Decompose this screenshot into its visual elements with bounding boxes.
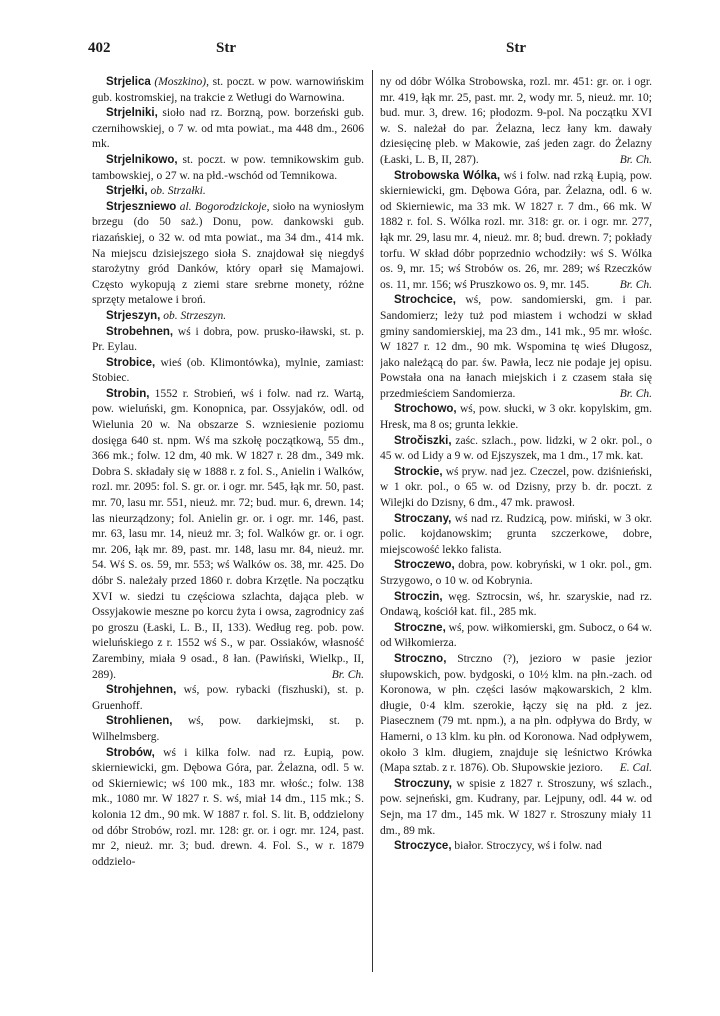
dictionary-entry [92, 746, 364, 871]
entry-text: 1552 r. Strobień, wś i folw. nad rz. Wartą, pow. wieluński, gm. Konopnica, par. Ossyjaków, odl. od Wielunia 20 w. Na obszarze S. wzniesienie poziomu dosięga 640 st. npm. Wś ma szkołę początkową, 55 dm., 366 mk.; folw. 12 dm, 40 mk. W 1827 r. 28 dm., 349 mk. Dobra S. składały się w 1888 r. z fol. S., Anielin i Walków, rozl. mr. 2095: fol. S. gr. or. i ogr. mr. 545, łąk mr. 50, past. mr. 70, lasu mr. 551, nieuż. mr. 72; bud. mur. 6, drewn. 14; las nieurządzony; fol. Anielin gr. or. i ogr. mr. 146, past. mr. 63, lasu mr. 14, nieuż mr. 3; fol. Walków gr. or. i ogr. mr. 206, łąk mr. 89, past. mr. 148, lasu mr. 84, nieuż. mr. 54. Wś S. os. 59, mr. 553; wś Walków os. 38, mr. 425. Do dóbr S. należały przed 1860 r. dobra Krzętle. Na początku XVI w. siedzi tu częściowa szlachta, dająca pleb. w Ossyjakowie meszne po korcu żyta i owsa, zagrodnicy zaś po groszu (Łaski, L. B., II, 133). Według reg. pob. pow. wieluńskiego z r. 1552 wś S., w par. Ossiaków, własność Zarembiny, miała 9 osad., 8 łan. (Pawiński, Wielkp., II, 289). [92, 387, 364, 681]
left-column [92, 75, 364, 975]
headword: Stroczne, [394, 621, 446, 634]
entry-text: zaśc. szlach., pow. lidzki, w 2 okr. pol., o 45 w. od Lidy a 9 w. od Ejszyszek, ma 1 dm., 17 mk. kat. [380, 434, 652, 463]
dictionary-entry [92, 325, 364, 356]
dictionary-entry [92, 356, 364, 387]
headword: Strjelica [106, 76, 151, 88]
entry-note: al. Bogorodzickoje, [179, 200, 270, 213]
headword: Stroczewo, [394, 559, 455, 572]
entry-text: wś, pow. wiłkomierski, gm. Subocz, o 64 w. od Wiłkomierza. [380, 621, 652, 650]
headword: Strobehnen, [106, 325, 174, 338]
dictionary-entry [380, 652, 652, 777]
entry-note: ob. Strzeszyn. [163, 309, 227, 322]
entry-text: wś, pow. słucki, w 3 okr. kopylskim, gm. Hresk, ma 8 os; grunta lekkie. [380, 403, 652, 432]
column-divider [372, 70, 373, 972]
entry-text: sioło nad rz. Borzną, pow. borzeński gub. czernihowskiej, o 7 w. od mta powiat., ma 448 dm., 2606 mk. [92, 107, 364, 151]
running-head [88, 40, 653, 62]
headword: Strobów, [106, 746, 155, 759]
author-signature: Br. Ch. [619, 387, 652, 400]
dictionary-entry [92, 200, 364, 309]
dictionary-entry [92, 387, 364, 683]
entry-note: (Moszkino) [154, 76, 207, 88]
entry-text: , st. poczt. w pow. warnowińskim gub. kostromskiej, na trakcie z Wetługi do Warnowina. [92, 76, 364, 104]
headword: Strobowska Wólka, [394, 169, 501, 182]
author-signature: Br. Ch. [619, 153, 652, 166]
entry-text: wś, pow. darkiejmski, st. p. Wilhelmsberg. [92, 715, 364, 743]
headword: Strochcice, [394, 294, 456, 307]
headword: Strochowo, [394, 403, 457, 416]
entry-text: wś i dobra, pow. prusko-iławski, st. p. Pr. Eylau. [92, 325, 364, 354]
headword: Strjeszniewo [106, 200, 177, 213]
dictionary-entry [380, 75, 652, 169]
headword: Stroczuny, [394, 777, 452, 790]
entry-text: st. poczt. w pow. temnikowskim gub. tambowskiej, o 27 w. na płd.-wschód od Temnikowa. [92, 153, 364, 182]
dictionary-entry [92, 714, 364, 745]
dictionary-entry [92, 184, 364, 200]
headword: Stroczno, [394, 652, 447, 665]
headword: Strobin, [106, 387, 150, 400]
dictionary-entry [92, 309, 364, 325]
entry-text: wś pryw. nad jez. Czeczel, pow. dziśnieński, w 1 okr. pol., o 65 w. od Dzisny, przy b. dr. poczt. z Wilejki do Dzisny, 6 dm., 47 mk. prawosł. [380, 465, 652, 510]
headword: Strobice, [106, 356, 156, 369]
dictionary-entry [380, 402, 652, 433]
author-signature: E. Cal. [619, 762, 652, 775]
headword: Strohjehnen, [106, 684, 177, 697]
right-column [380, 75, 652, 975]
headword: Strjelnikowo, [106, 153, 178, 166]
entry-note: ob. Strzałki. [150, 185, 206, 198]
headword: Strohlienen, [106, 715, 173, 728]
headword: Stroczin, [394, 590, 443, 603]
entry-text: białor. Stroczycy, wś i folw. nad [451, 840, 602, 853]
headword: Strockie, [394, 465, 443, 478]
entry-text: dobra, pow. kobryński, w 1 okr. pol., gm. Strzygowo, o 10 w. od Kobrynia. [380, 559, 652, 587]
entry-text: wś i folw. nad rzką Łupią, pow. skierniewicki, gm. Dębowa Góra, par. Żelazna, odl. 6 w. od Skierniewic, ma 33 mk. W 1827 r. 7 dm., 66 mk. W 1882 r. fol. S. Wólka rozl. mr. 318: gr. or. i ogr. mr. 277, łąk mr. 29, lasu mr. 4, nieuż. mr. 8; bud. drewn. 7; pokłady torfu. W skład dóbr poprzednio wchodziły: wś S. Wólka os. 9, mr. 15; wś Strobów os. 26, mr. 289; wś Rzeczków os. 11, mr. 156; wś Pruszkowo os. 9, mr. 145. [380, 169, 652, 291]
headword: Strjelniki, [106, 107, 158, 120]
headword: Stroczany, [394, 512, 452, 525]
author-signature: Br. Ch. [331, 668, 364, 681]
dictionary-entry [380, 777, 652, 839]
entry-text: wś, pow. rybacki (fiszhuski), st. p. Gruenhoff. [92, 684, 364, 712]
headword: Stroczyce, [394, 840, 452, 853]
entry-text: wś nad rz. Rudzicą, pow. miński, w 3 okr. polic. kojdanowskim; grunta szczerkowe, dobre, miejscowość lekko falista. [380, 512, 652, 556]
dictionary-entry [380, 590, 652, 621]
dictionary-entry [92, 106, 364, 153]
dictionary-entry [92, 153, 364, 184]
dictionary-entry [380, 293, 652, 402]
entry-text: wieś (ob. Klimontówka), mylnie, zamiast: Stobiec. [92, 356, 364, 385]
dictionary-entry [92, 683, 364, 714]
dictionary-entry [380, 169, 652, 294]
right-running-head: Str [506, 40, 526, 56]
dictionary-entry [380, 558, 652, 589]
entry-text: wś i kilka folw. nad rz. Łupią, pow. skierniewicki, gm. Dębowa Góra, par. Żelazna, odl. 5 w. od Skierniewic; wś 100 mk., 183 mr. włośc.; folw. 138 mk., 1080 mr. W 1827 r. S. wś, miał 14 dm., 115 mk.; S. kolonia 12 dm., 90 mk. W 1887 r. fol. S. lit. B, oddzielony od dóbr Strobów, rozl. mr. 128: gr. or. i ogr. mr. 124, past. mr 2, nieuż. mr. 3; bud. drewn. 4. Fol. S., w r. 1879 oddzielo- [92, 746, 364, 868]
dictionary-entry [380, 839, 652, 855]
entry-text: sioło na wyniosłym brzegu (do 50 saż.) Donu, pow. dankowski gub. riazańskiej, o 32 w. od mta powiat., ma 34 dm., 414 mk. Na miejscu dzisiejszego sioła S. znajdował się niegdyś starożytny gród Danków, który oparł się Mamajowi. Często wykopują z ziemi stare srebrne monety, różne sprzęty metalowe i broń. [92, 200, 364, 307]
entry-text: w spisie z 1827 r. Stroszuny, wś szlach., pow. sejneński, gm. Kudrany, par. Lejpuny, odl. 44 w. od Sejn, ma 17 dm., 145 mk. W 1827 r. Stroszuny miały 11 dm., 89 mk. [380, 777, 652, 837]
left-running-head: Str [216, 40, 236, 56]
dictionary-entry [380, 621, 652, 652]
author-signature: Br. Ch. [619, 278, 652, 291]
dictionary-entry [380, 512, 652, 559]
headword: Stročiszki, [394, 434, 452, 447]
entry-text: wś, pow. sandomierski, gm. i par. Sandomierz; leży tuż pod miastem i wchodzi w skład gminy sandomierskiej, ma 23 dm., 141 mk., 95 mr. włośc. W 1827 r. 12 dm., 90 mk. Wspomina tę wieś Długosz, jako należącą do par. św. Pawła, lecz nie podaje jej opisu. Powstała ona na łanach miejskich i z czasem stała się przedmieściem Sandomierza. [380, 294, 652, 400]
headword: Strjełki, [106, 185, 148, 198]
headword: Strjeszyn, [106, 309, 161, 322]
dictionary-entry [380, 434, 652, 465]
dictionary-entry [92, 75, 364, 106]
entry-text: węg. Sztrocsin, wś, hr. szaryskie, nad rz. Ondawą, kościół kat. fil., 285 mk. [380, 590, 652, 619]
page-number: 402 [88, 40, 111, 56]
dictionary-entry [380, 465, 652, 512]
entry-text: ny od dóbr Wólka Strobowska, rozl. mr. 451: gr. or. i ogr. mr. 419, łąk mr. 25, past. mr. 2, wody mr. 5, nieuż. mr. 10; bud. mur. 3, drew. 16; płodozm. 9-pol. Na początku XVI w. S. należał do par. Żelazna, lecz łany km. dawały dziesięcinę pleb. w Makowie, zaś jeden zagr. do Żelazny (Łaski, L. B, II, 287). [380, 76, 652, 166]
entry-text: Strczno (?), jezioro w pasie jezior słupowskich, pow. bydgoski, o 10½ klm. na płn.-zach. od Koronowa, w płn. części lasów mąkowarskich, 2 klm. długie, 0·4 klm. szerokie, łączy się na płd. z jez. Piasecznem (79 mt. npm.), a na płn. odpływa do Brdy, w Hamerni, o 13 klm. ku płn. od Koronowa. Nad odpływem, około 3 klm. długiem, znajduje się leśnictwo Krówka (Mapa sztab. z r. 1876). Ob. Słupowskie jezioro. [380, 652, 652, 775]
